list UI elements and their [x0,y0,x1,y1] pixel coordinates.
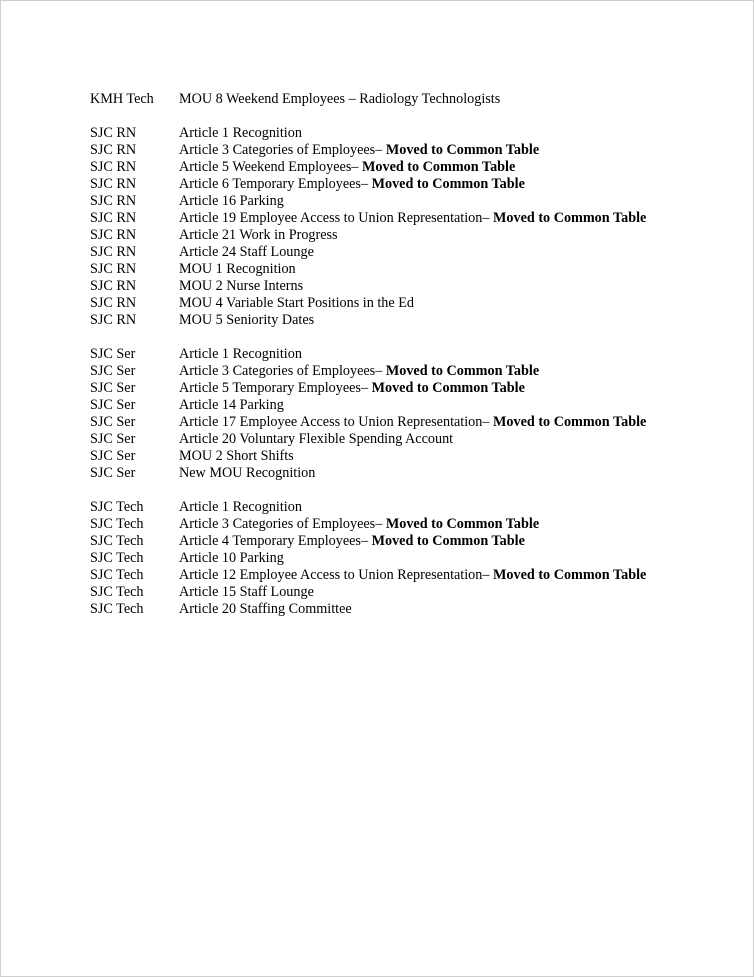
article-text: Article 10 Parking [179,550,284,566]
unit-code: SJC RN [90,125,137,141]
article-text: MOU 8 Weekend Employees – Radiology Technologists [179,91,501,107]
status-note: Moved to Common Table [385,363,540,379]
unit-code: SJC Ser [90,363,136,379]
status-note: Moved to Common Table [493,414,647,430]
article-title [179,312,314,329]
status-note: Moved to Common Table [371,533,525,549]
unit-code: SJC Tech [90,499,144,515]
unit-group [90,346,646,482]
article-title [179,601,352,618]
article-title [179,448,294,465]
unit-code: SJC RN [90,312,137,328]
list-item [90,584,646,601]
article-title [179,278,303,295]
list-item [90,312,646,329]
article-title [179,363,539,380]
article-title [179,533,525,550]
list-item [90,176,646,193]
article-list [90,91,646,635]
article-text: MOU 2 Nurse Interns [179,278,304,294]
list-item [90,431,646,448]
article-title [179,261,296,278]
list-item [90,550,646,567]
unit-code: SJC RN [90,261,137,277]
article-text: Article 20 Staffing Committee [179,601,352,617]
list-item [90,142,646,159]
unit-code: SJC RN [90,278,137,294]
article-title [179,227,338,244]
article-title [179,465,315,482]
article-text: Article 12 Employee Access to Union Representation– [179,567,490,583]
article-text: MOU 5 Seniority Dates [179,312,315,328]
article-title [179,176,525,193]
list-item [90,516,646,533]
unit-code: SJC Tech [90,567,144,583]
list-item [90,244,646,261]
unit-code: SJC Ser [90,380,136,396]
list-item [90,125,646,142]
article-text: Article 16 Parking [179,193,284,209]
article-title [179,193,284,210]
unit-code: SJC RN [90,295,137,311]
list-item [90,210,646,227]
list-item [90,193,646,210]
article-text: Article 3 Categories of Employees– [179,142,383,158]
article-text: Article 19 Employee Access to Union Representation– [179,210,490,226]
unit-code: SJC Tech [90,516,144,532]
article-text: Article 4 Temporary Employees– [179,533,369,549]
article-text: Article 14 Parking [179,397,284,413]
article-title [179,516,539,533]
list-item [90,159,646,176]
unit-code: SJC RN [90,142,137,158]
unit-code: SJC RN [90,227,137,243]
unit-code: SJC Ser [90,431,136,447]
list-item [90,363,646,380]
status-note: Moved to Common Table [493,567,647,583]
article-title [179,584,314,601]
list-item [90,278,646,295]
unit-code: KMH Tech [90,91,154,107]
list-item [90,414,646,431]
list-item [90,295,646,312]
list-item [90,346,646,363]
unit-code: SJC Tech [90,533,144,549]
article-text: Article 20 Voluntary Flexible Spending Account [179,431,454,447]
article-title [179,142,539,159]
list-item [90,397,646,414]
article-title [179,431,453,448]
list-item [90,261,646,278]
article-title [179,295,414,312]
article-title [179,380,525,397]
status-note: Moved to Common Table [361,159,516,175]
article-text: Article 5 Weekend Employees– [179,159,359,175]
status-note: Moved to Common Table [385,142,540,158]
list-item [90,380,646,397]
unit-code: SJC Ser [90,448,136,464]
unit-code: SJC Ser [90,346,136,362]
status-note: Moved to Common Table [371,176,525,192]
unit-code: SJC Tech [90,584,144,600]
list-item [90,533,646,550]
article-text: Article 15 Staff Lounge [179,584,314,600]
unit-group [90,499,646,618]
article-text: Article 24 Staff Lounge [179,244,314,260]
article-title [179,397,284,414]
list-item [90,465,646,482]
unit-code: SJC Tech [90,601,144,617]
article-text: Article 1 Recognition [179,499,302,515]
article-title [179,125,302,142]
unit-code: SJC RN [90,244,137,260]
article-text: Article 5 Temporary Employees– [179,380,369,396]
unit-code: SJC Ser [90,465,136,481]
article-title [179,567,646,584]
list-item [90,567,646,584]
article-title [179,414,646,431]
status-note: Moved to Common Table [493,210,647,226]
article-text: Article 3 Categories of Employees– [179,516,383,532]
article-text: Article 1 Recognition [179,125,302,141]
article-title [179,346,302,363]
unit-code: SJC Ser [90,397,136,413]
list-item [90,499,646,516]
article-text: New MOU Recognition [179,465,316,481]
article-text: Article 17 Employee Access to Union Representation– [179,414,490,430]
status-note: Moved to Common Table [385,516,540,532]
unit-code: SJC Ser [90,414,136,430]
list-item [90,601,646,618]
article-text: Article 3 Categories of Employees– [179,363,383,379]
article-text: MOU 2 Short Shifts [179,448,294,464]
article-text: Article 6 Temporary Employees– [179,176,369,192]
article-title [179,159,515,176]
article-title [179,210,646,227]
article-title [179,550,284,567]
status-note: Moved to Common Table [371,380,525,396]
article-text: Article 1 Recognition [179,346,302,362]
unit-code: SJC Tech [90,550,144,566]
list-item [90,91,646,108]
unit-code: SJC RN [90,193,137,209]
unit-code: SJC RN [90,159,137,175]
unit-code: SJC RN [90,176,137,192]
article-title [179,91,500,108]
article-text: MOU 1 Recognition [179,261,296,277]
list-item [90,227,646,244]
unit-group [90,125,646,329]
unit-code: SJC RN [90,210,137,226]
unit-group [90,91,646,108]
list-item [90,448,646,465]
article-title [179,499,302,516]
article-text: MOU 4 Variable Start Positions in the Ed [179,295,414,311]
article-text: Article 21 Work in Progress [179,227,338,243]
article-title [179,244,314,261]
